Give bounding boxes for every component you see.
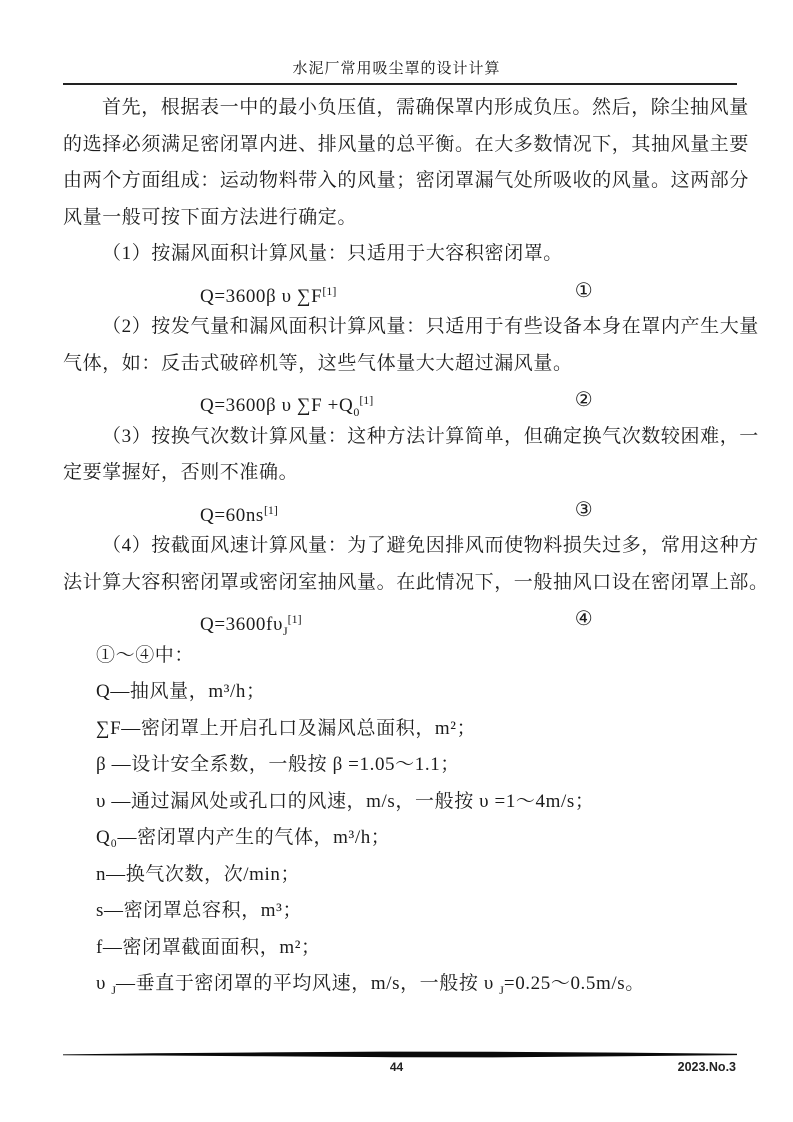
document-body	[63, 90, 769, 1003]
formula-text: Q=60ns	[200, 504, 264, 526]
text-line: 由两个方面组成：运动物料带入的风量；密闭罩漏气处所吸收的风量。这两部分	[63, 170, 750, 191]
formula-text: υ	[96, 973, 112, 994]
formula-text: —垂直于密闭罩的平均风速，m/s，一般按 υ	[116, 973, 500, 994]
text-line: 气体，如：反击式破碎机等，这些气体量大大超过漏风量。	[63, 352, 573, 374]
text-line: 定要掌握好，否则不准确。	[63, 462, 299, 483]
formula-text: Q=3600fυ	[200, 614, 283, 635]
text-line: υ —通过漏风处或孔口的风速，m/s，一般按 υ =1～4m/s；	[96, 790, 595, 812]
text-line: f—密闭罩截面面积，m²；	[96, 936, 321, 958]
equation-number: ③	[574, 498, 594, 521]
header-divider-line	[63, 83, 737, 85]
text-line: Q₀—密闭罩内产生的气体，m³/h；	[96, 827, 391, 848]
equation-number: ①	[574, 279, 594, 302]
footer-decorative-bar	[63, 1051, 737, 1059]
formula-line	[63, 492, 739, 529]
equation-number: ④	[574, 608, 594, 630]
formula-text: =0.25～0.5m/s。	[503, 973, 645, 994]
text-line: （3）按换气次数计算风量：这种方法计算简单，但确定换气次数较困难，一	[102, 425, 759, 447]
text-line: 风量一般可按下面方法进行确定。	[63, 206, 358, 228]
superscript: [1]	[322, 283, 337, 298]
subscript: J	[282, 624, 288, 638]
text-line: Q—抽风量，m³/h；	[96, 681, 266, 702]
text-line: s—密闭罩总容积，m³；	[96, 900, 303, 921]
formula	[200, 393, 374, 419]
text-line: （2）按发气量和漏风面积计算风量：只适用于有些设备本身在罩内产生大量	[102, 316, 759, 337]
subscript: J	[499, 983, 504, 997]
text-line: （4）按截面风速计算风量：为了避免因排风而使物料损失过多，常用这种方	[102, 535, 759, 556]
text-line: 首先，根据表一中的最小负压值，需确保罩内形成负压。然后，除尘抽风量	[102, 97, 749, 118]
formula	[200, 612, 302, 638]
subscript: J	[111, 983, 117, 997]
subscript: 0	[353, 405, 360, 419]
superscript: [1]	[263, 502, 278, 517]
text-line: （1）按漏风面积计算风量：只适用于大容积密闭罩。	[102, 243, 563, 264]
page-number: 44	[389, 1060, 404, 1074]
formula	[200, 283, 337, 307]
text-line: 法计算大容积密闭罩或密闭室抽风量。在此情况下，一般抽风口设在密闭罩上部。	[63, 571, 769, 593]
text-line: 的选择必须满足密闭罩内进、排风量的总平衡。在大多数情况下，其抽风量主要	[63, 133, 750, 155]
text-line	[63, 966, 739, 1003]
superscript: [1]	[359, 393, 374, 407]
text-line: ①～④中：	[96, 644, 195, 666]
formula	[200, 502, 278, 526]
formula-line	[63, 273, 739, 310]
formula-text: Q=3600β υ ∑F	[200, 285, 323, 307]
issue-label: 2023.No.3	[677, 1060, 736, 1074]
equation-number: ②	[574, 389, 594, 411]
text-line: β —设计安全系数，一般按 β =1.05～1.1；	[96, 754, 460, 775]
superscript: [1]	[287, 612, 302, 626]
text-line: n—换气次数，次/min；	[96, 863, 301, 885]
text-line: ∑F—密闭罩上开启孔口及漏风总面积，m²；	[96, 717, 477, 739]
formula-line	[63, 601, 739, 638]
formula-line	[63, 382, 739, 419]
page-header-title: 水泥厂常用吸尘罩的设计计算	[292, 61, 501, 77]
formula-text: Q=3600β υ ∑F +Q	[200, 395, 354, 416]
